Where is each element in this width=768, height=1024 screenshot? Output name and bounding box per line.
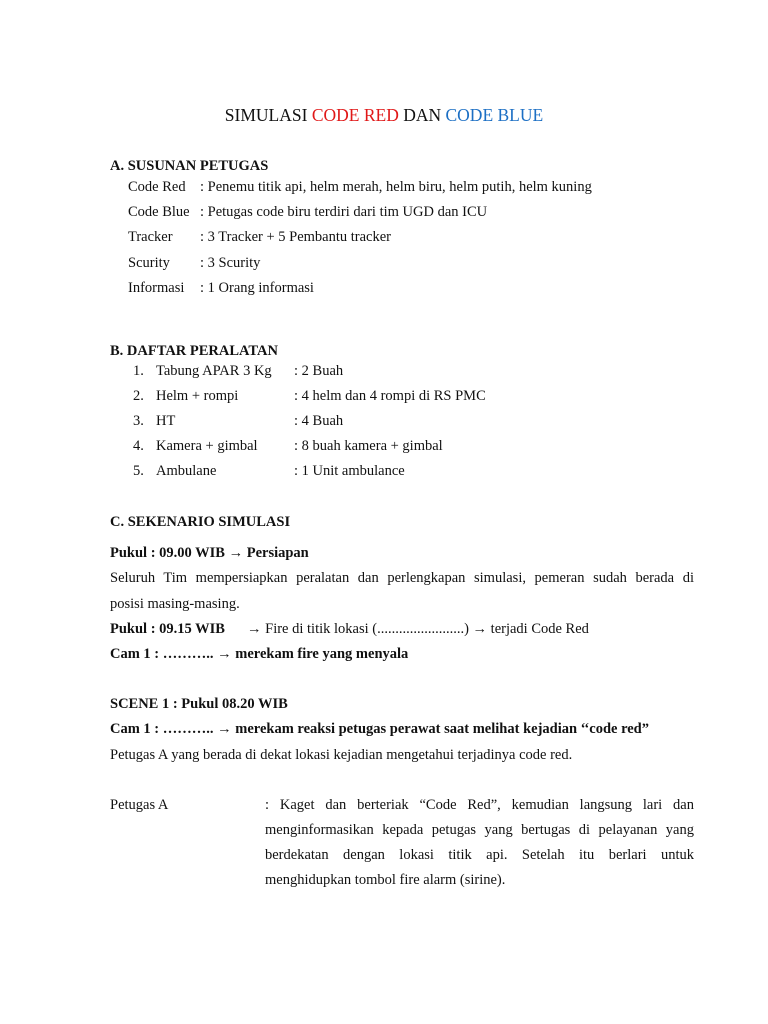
list-item-number: 2.	[133, 388, 144, 404]
speaker-label: Petugas A	[110, 797, 169, 813]
list-item-name: Ambulane	[156, 463, 217, 479]
dialogue-line: menghidupkan tombol fire alarm (sirine).	[265, 872, 506, 888]
title-part2: DAN	[398, 105, 446, 125]
list-item-value: : 4 helm dan 4 rompi di RS PMC	[294, 388, 486, 404]
dialogue-line: : Kaget dan berteriak “Code Red”, kemudian langsung lari dan	[265, 797, 694, 813]
section-a-label: Scurity	[128, 255, 170, 271]
section-a-label: Tracker	[128, 229, 173, 245]
scene-intro: Petugas A yang berada di dekat lokasi kejadian mengetahui terjadinya code red.	[110, 747, 573, 763]
list-item-name: Kamera + gimbal	[156, 438, 258, 454]
list-item-value: : 1 Unit ambulance	[294, 463, 405, 479]
section-a-value: : 1 Orang informasi	[200, 280, 314, 296]
section-a-label: Informasi	[128, 280, 185, 296]
page-title	[0, 105, 768, 125]
title-code-red: CODE RED	[311, 105, 399, 125]
pukul-fire-time: Pukul : 09.15 WIB	[110, 621, 225, 637]
section-a-value: : 3 Tracker + 5 Pembantu tracker	[200, 229, 391, 245]
section-c-heading: C. SEKENARIO SIMULASI	[110, 514, 291, 530]
list-item-number: 3.	[133, 413, 144, 429]
cam-line: Cam 1 : ……….. → merekam fire yang menyala	[110, 646, 409, 662]
dialogue-line: berdekatan dengan lokasi titik api. Setelah itu berlari untuk	[265, 847, 694, 863]
list-item-name: Helm + rompi	[156, 388, 239, 404]
list-item-number: 5.	[133, 463, 144, 479]
list-item-value: : 2 Buah	[294, 363, 344, 379]
section-a-label: Code Red	[128, 179, 186, 195]
list-item-name: HT	[156, 413, 176, 429]
cam-line: Cam 1 : ……….. → merekam reaksi petugas perawat saat melihat kejadian ‘‘code red”	[110, 721, 649, 737]
scene-heading: SCENE 1 : Pukul 08.20 WIB	[110, 696, 288, 712]
paragraph-line: posisi masing-masing.	[110, 596, 240, 612]
list-item-number: 1.	[133, 363, 144, 379]
section-a-value: : Petugas code biru terdiri dari tim UGD dan ICU	[200, 204, 488, 220]
title-code-blue: CODE BLUE	[445, 105, 544, 125]
list-item-value: : 8 buah kamera + gimbal	[294, 438, 443, 454]
list-item-value: : 4 Buah	[294, 413, 344, 429]
paragraph-line: Seluruh Tim mempersiapkan peralatan dan perlengkapan simulasi, pemeran sudah berada di	[110, 570, 694, 586]
list-item-number: 4.	[133, 438, 144, 454]
section-b-heading: B. DAFTAR PERALATAN	[110, 343, 278, 359]
dialogue-line: menginformasikan kepada petugas yang bertugas di pelayanan yang	[265, 822, 694, 838]
section-a-value: : 3 Scurity	[200, 255, 261, 271]
pukul-fire-line	[110, 620, 225, 638]
title-part1: SIMULASI	[224, 105, 312, 125]
section-a-heading: A. SUSUNAN PETUGAS	[110, 158, 269, 174]
section-a-value: : Penemu titik api, helm merah, helm biru, helm putih, helm kuning	[200, 179, 592, 195]
pukul-fire-detail: → Fire di titik lokasi (........................) → terjadi Code Red	[247, 621, 589, 637]
list-item-name: Tabung APAR 3 Kg	[156, 363, 272, 379]
section-a-label: Code Blue	[128, 204, 190, 220]
pukul-persiapan: Pukul : 09.00 WIB → Persiapan	[110, 545, 309, 561]
